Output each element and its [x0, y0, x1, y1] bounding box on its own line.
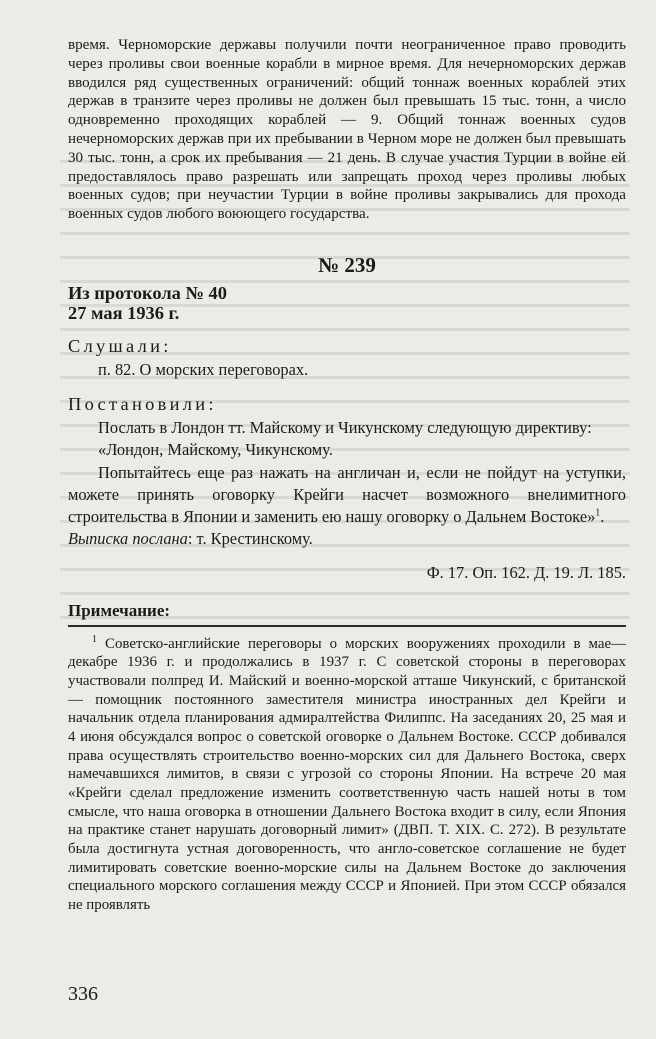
- extract-label: Выписка послана: [68, 529, 188, 549]
- listened-text: п. 82. О морских переговорах.: [98, 359, 309, 379]
- page-content: [68, 0, 626, 915]
- document-number: № 239: [318, 252, 376, 277]
- footnote-mark: 1: [92, 633, 97, 645]
- directive-end: .: [600, 506, 605, 526]
- note-heading: Примечание:: [68, 600, 171, 620]
- directive-footnote-mark: 1: [595, 507, 601, 519]
- directive-body: Попытайтесь еще раз нажать на англичан и, если не пойдут на уступки, можете принять оговорку Крейги насчет возможного внелимитного строительства в Японии и заменить ею нашу оговорку о Дальнем Востоке»: [68, 462, 626, 526]
- directive-text: [68, 462, 626, 529]
- archive-reference: Ф. 17. Оп. 162. Д. 19. Л. 185.: [426, 563, 626, 583]
- directive-address: «Лондон, Майскому, Чикунскому.: [98, 440, 333, 460]
- footnote: [68, 635, 626, 915]
- extract-recipient: : т. Крестинскому.: [187, 529, 313, 549]
- footnote-text: Советско-английские переговоры о морских вооружениях проходили в мае—декабре 1936 г. и продолжались в 1937 г. С советской стороны в переговорах участвовали полпред И. Майский и военно-морской атташе Чикунский, с британской — помощник постоянного заместителя министра иностранных дел Крейги и начальник отдела планирования адмиралтейства Филиппс. На заседаниях 20, 25 мая и 4 июня обсуждался вопрос о советской оговорке о Дальнем Востоке. СССР добивался права осуществлять строительство военно-морских сил для Дальнего Востока, сверх намечавшихся лимитов, в связи с угрозой со стороны Японии. На встрече 20 мая «Крейги сделал предложение изменить соответственную часть нашей ноты в том смысле, что наша оговорка в отношении Дальнего Востока входит в силу, если Япония на практике станет нарушать договорный лимит» (ДВП. Т. XIX. С. 272). В результате была достигнута устная договоренность, что англо-советское соглашение не будет лимитировать советские военно-морские силы на Дальнем Востоке до заключения специального морского соглашения между СССР и Японией. При этом СССР обязался не проявлять: [68, 635, 626, 913]
- note-divider: [68, 625, 626, 627]
- page-number: 336: [68, 983, 98, 1005]
- protocol-date: 27 мая 1936 г.: [68, 302, 180, 323]
- extract-line: [68, 528, 626, 550]
- resolved-label: Постановили:: [68, 394, 217, 415]
- protocol-heading: Из протокола № 40: [68, 282, 227, 303]
- resolved-text: Послать в Лондон тт. Майскому и Чикунскому следующую директиву:: [98, 418, 592, 438]
- lead-paragraph: время. Черноморские державы получили почти неограниченное право проводить через проливы свои военные корабли в мирное время. Для нечерноморских держав вводился ряд существенных ограничений: общий тоннаж военных кораблей этих держав в транзите через проливы не должен был превышать 15 тыс. тонн, а число одновременно проходящих кораблей — 9. Общий тоннаж военных судов нечерноморских держав при их пребывании в Черном море не должен был превышать 30 тыс. тонн, а срок их пребывания — 21 день. В случае участия Турции в войне ей предоставлялось право разрешать или запрещать проход через проливы любых военных судов; при неучастии Турции в войне проливы закрывались для прохода военных судов любого воюющего государства.: [68, 37, 626, 223]
- listened-label: Слушали:: [68, 335, 172, 356]
